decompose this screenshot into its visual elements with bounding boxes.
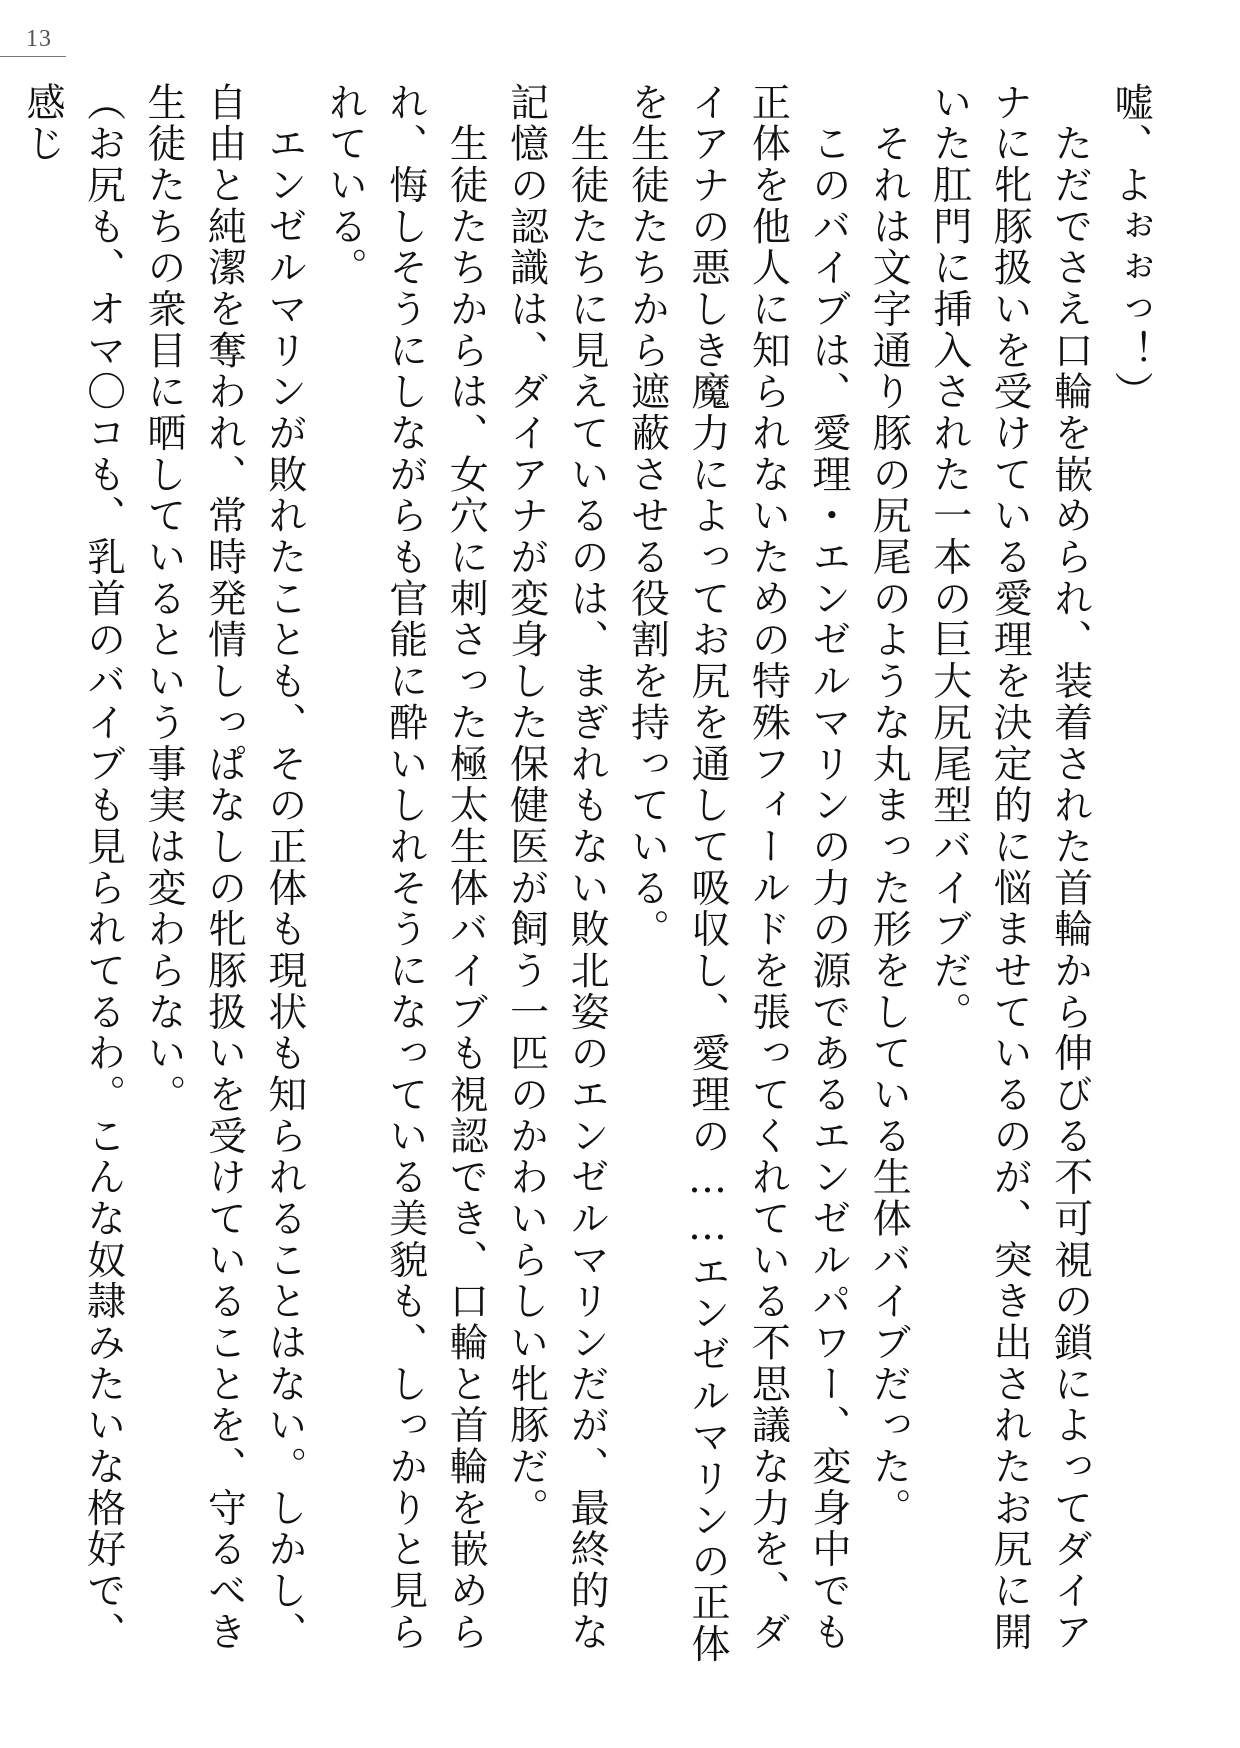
paragraph: それは文字通り豚の尻尾のような丸まった形をしている生体バイブだった。 <box>866 82 912 1529</box>
paragraph: このバイブは、愛理・エンゼルマリンの力の源であるエンゼルパワー、変身中でも正体を他人に知られないための特殊フィールドを張ってくれている不思議な力を、ダイアナの悪しき魔力によってお尻を通して吸収し、愛理の……エンゼルマリンの正体を生徒たちから遮蔽させる役割を持っている。 <box>624 82 851 1665</box>
page-number-rule <box>0 56 66 57</box>
paragraph: （お尻も、オマ〇コも、乳首のバイブも見られてるわ。こんな奴隷みたいな格好で、感じ <box>20 82 126 1653</box>
paragraph: 嘘、よぉぉっ！） <box>1108 82 1153 413</box>
paragraph: 生徒たちからは、女穴に刺さった極太生体バイブも視認でき、口輪と首輪を嵌められ、悔しそうにしながらも官能に酔いしれそうになっている美貌も、しっかりと見られている。 <box>322 82 489 1653</box>
body-text <box>20 82 1160 1692</box>
page-number: 13 <box>26 26 52 52</box>
paragraph: 生徒たちに見えているのは、まぎれもない敗北姿のエンゼルマリンだが、最終的な記憶の認識は、ダイアナが変身した保健医が飼う一匹のかわいらしい牝豚だ。 <box>503 82 610 1653</box>
paragraph: エンゼルマリンが敗れたことも、その正体も現状も知られることはない。しかし、自由と純潔を奪われ、常時発情しっぱなしの牝豚扱いを受けていることを、守るべき生徒たちの衆目に晒しているという事実は変わらない。 <box>141 82 307 1653</box>
paragraph: ただでさえ口輪を嵌められ、装着された首輪から伸びる不可視の鎖によってダイアナに牝豚扱いを受けている愛理を決定的に悩ませているのが、突き出されたお尻に開いた肛門に挿入された一本の巨大尻尾型バイブだ。 <box>926 82 1093 1653</box>
